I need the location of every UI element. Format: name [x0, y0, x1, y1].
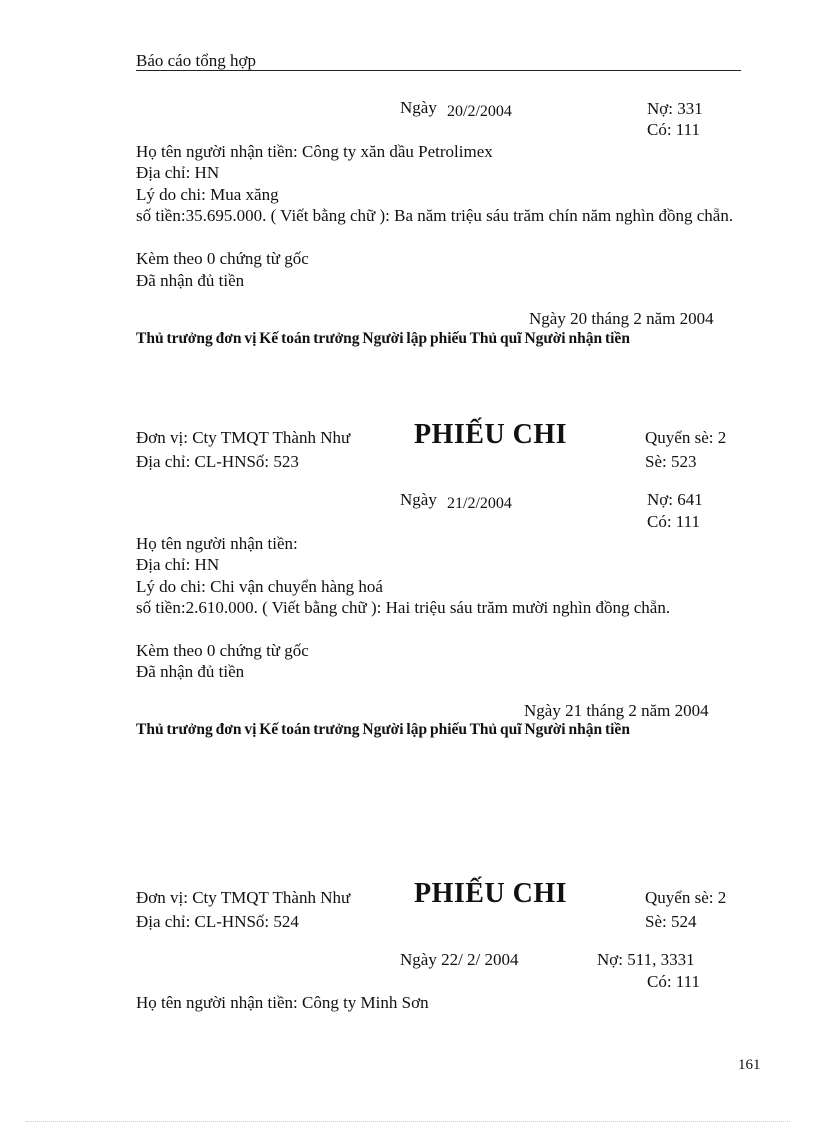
receipt-1-attached: Kèm theo 0 chứng từ gốc: [136, 249, 309, 268]
receipt-1-recipient: Họ tên người nhận tiền: Công ty xăn dầu Petrolimex: [136, 142, 493, 161]
receipt-2-amount: số tiền:2.610.000. ( Viết bằng chữ ): Hai triệu sáu trăm mười nghìn đồng chẵn.: [136, 598, 671, 617]
receipt-1-reason: Lý do chi: Mua xăng: [136, 185, 279, 204]
page-number: 161: [738, 1057, 761, 1073]
receipt-3-credit: Có: 111: [647, 972, 701, 991]
receipt-1-date-label: Ngày: [400, 98, 437, 117]
receipt-3-date: Ngày 22/ 2/ 2004: [400, 950, 519, 969]
receipt-3-debit: Nợ: 511, 3331: [597, 950, 695, 969]
receipt-2-address-no: Địa chỉ: CL-HNSố: 523: [136, 452, 299, 471]
page-header-title: Báo cáo tổng hợp: [136, 51, 256, 70]
receipt-2-recipient: Họ tên người nhận tiền:: [136, 534, 298, 553]
receipt-2-date-label: Ngày: [400, 490, 437, 509]
receipt-2-attached: Kèm theo 0 chứng từ gốc: [136, 641, 309, 660]
receipt-1-amount: số tiền:35.695.000. ( Viết bằng chữ ): Ba năm triệu sáu trăm chín năm nghìn đồng chẵn.: [136, 206, 734, 225]
receipt-3-address-no: Địa chỉ: CL-HNSố: 524: [136, 912, 299, 931]
receipt-1-received: Đã nhận đủ tiền: [136, 271, 245, 290]
receipt-1-credit: Có: 111: [647, 120, 701, 139]
receipt-1-debit: Nợ: 331: [647, 99, 703, 118]
receipt-3-unit: Đơn vị: Cty TMQT Thành Như: [136, 888, 351, 907]
receipt-2-title: PHIẾU CHI: [414, 419, 568, 450]
receipt-1-address: Địa chỉ: HN: [136, 163, 220, 182]
receipt-3-recipient: Họ tên người nhận tiền: Công ty Minh Sơn: [136, 993, 429, 1012]
receipt-2-signatures: Thủ trưởng đơn vị Kế toán trưởng Người lập phiếu Thủ quĩ Người nhận tiền: [136, 721, 630, 738]
header-divider: [136, 70, 741, 71]
receipt-2-sign-date: Ngày 21 tháng 2 năm 2004: [524, 701, 709, 720]
receipt-2-address: Địa chỉ: HN: [136, 555, 220, 574]
receipt-1-sign-date: Ngày 20 tháng 2 năm 2004: [529, 309, 714, 328]
receipt-2-credit: Có: 111: [647, 512, 701, 531]
receipt-2-book: Quyển sè: 2: [645, 428, 727, 447]
receipt-1-signatures: Thủ trưởng đơn vị Kế toán trưởng Người lập phiếu Thủ quĩ Người nhận tiền: [136, 330, 630, 347]
page-bottom-edge: [26, 1121, 790, 1122]
receipt-1-date: 20/2/2004: [447, 103, 512, 120]
receipt-3-se: Sè: 524: [645, 912, 697, 931]
receipt-2-unit: Đơn vị: Cty TMQT Thành Như: [136, 428, 351, 447]
receipt-2-reason: Lý do chi: Chi vận chuyển hàng hoá: [136, 577, 383, 596]
receipt-2-se: Sè: 523: [645, 452, 697, 471]
receipt-2-date: 21/2/2004: [447, 495, 512, 512]
receipt-2-received: Đã nhận đủ tiền: [136, 662, 245, 681]
receipt-3-title: PHIẾU CHI: [414, 878, 568, 909]
receipt-2-debit: Nợ: 641: [647, 490, 703, 509]
receipt-3-book: Quyển sè: 2: [645, 888, 727, 907]
